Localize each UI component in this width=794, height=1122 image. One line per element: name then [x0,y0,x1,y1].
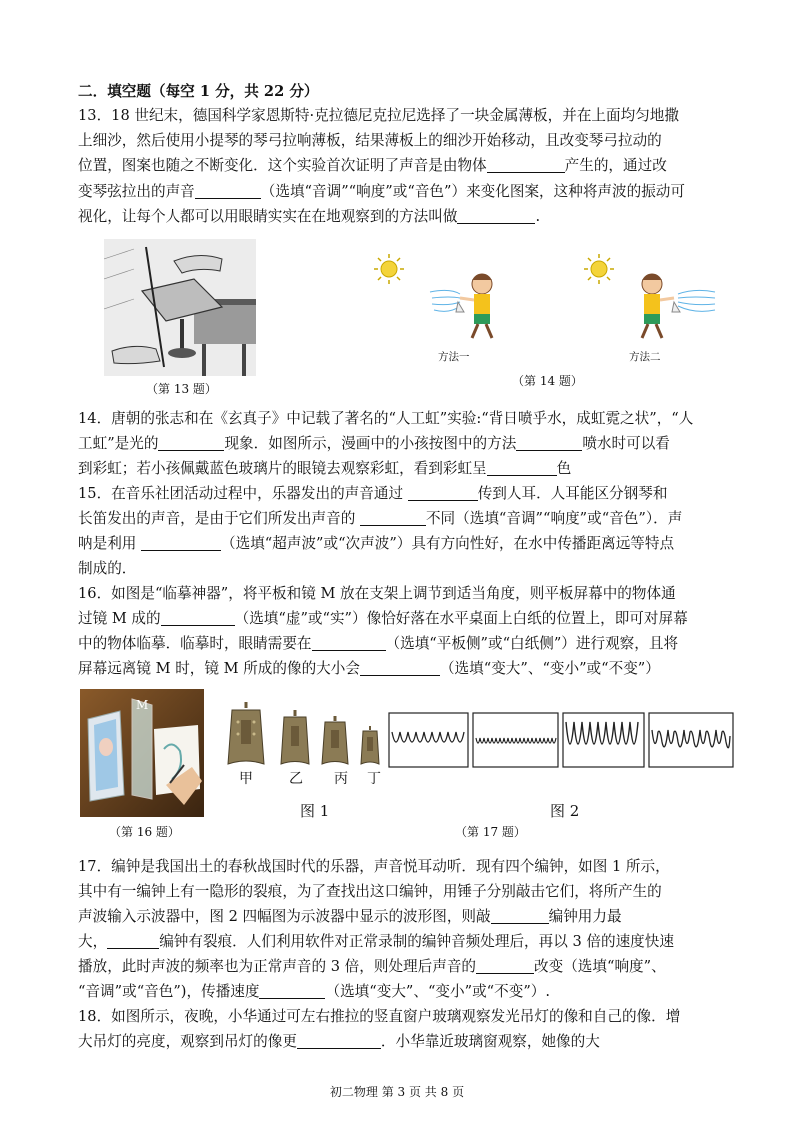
answer-blank[interactable] [491,908,549,924]
q16-line3 [78,632,678,653]
q15-text: 长笛发出的声音，是由于它们所发出声音的 [78,510,360,527]
q16-line4 [78,657,660,678]
answer-blank[interactable] [161,610,235,626]
bianzhong-bells [226,700,386,766]
bell-jia [228,702,264,764]
answer-blank[interactable] [360,510,426,526]
q17-text: （选填“变大”、“变小”或“不变”）. [325,983,551,1000]
page-footer: 初二物理 第 3 页 共 8 页 [329,1085,465,1099]
q17-text: 改变（选填“响度”、 [534,958,666,975]
q13-line5 [78,205,540,226]
answer-blank[interactable] [312,635,386,651]
rainbow-spray-illustration [360,252,730,367]
q18-text: 大吊灯的亮度，观察到吊灯的像更 [78,1033,297,1050]
bell-label-ding: 丁 [367,771,381,787]
method1-label: 方法一 [438,351,470,363]
q15-text: 不同（选填“音调”“响度”或“音色”）．声 [425,510,683,527]
q16-text: 屏幕远离镜 M 时，镜 M 所成的像的大小会 [78,660,360,677]
q17-text: 编钟用力最 [548,908,622,925]
q17-line6 [78,980,550,1001]
answer-blank[interactable] [487,460,557,476]
q14-text: 色 [556,460,572,477]
q16-line1: 16．如图是“临摹神器”，将平板和镜 M 放在支架上调节到适当角度，则平板屏幕中的物体通 [78,585,676,602]
mirror-m-label: M [136,698,149,712]
q13-text: （选填“音调”“响度”或“音色”）来变化图案，这种将声波的振动可 [260,183,685,200]
q13-line4 [78,180,685,201]
answer-blank[interactable] [158,435,224,451]
q13-text: 变琴弦拉出的声音 [78,183,195,200]
q14-line2 [78,432,670,453]
q18-text: ．小华靠近玻璃窗观察，她像的大 [380,1033,600,1050]
q16-text: （选填“变大”、“变小”或“不变”） [439,660,660,677]
answer-blank[interactable] [360,660,440,676]
q13-text: 视化，让每个人都可以用眼睛实实在在地观察到的方法叫做 [78,208,458,225]
waveform-panel-1 [389,713,468,767]
q13-text: 产生的，通过改 [564,157,667,174]
q15-line3 [78,532,674,553]
answer-blank[interactable] [107,933,159,949]
section-title: 二．填空题（每空 1 分，共 22 分） [78,83,319,100]
q15-text: 呐是利用 [78,535,142,552]
q16-line2 [78,607,688,628]
q14-line3 [78,457,571,478]
sun-icon [374,254,404,284]
q15-text: 传到人耳．人耳能区分钢琴和 [477,485,668,502]
q15-line4: 制成的． [78,560,137,577]
q16-text: 中的物体临摹．临摹时，眼睛需要在 [78,635,312,652]
q17-text: “音调”或“音色”)，传播速度 [78,983,260,1000]
q18-line2 [78,1030,600,1051]
q13-line3 [78,154,667,175]
bell-label-bing: 丙 [334,771,348,787]
bell-bing [322,716,348,764]
q17-text: 大， [78,933,108,950]
q14-line1: 14．唐朝的张志和在《玄真子》中记载了著名的“人工虹”实验:“背日喷乎水，成虹霓之状”，“人 [78,410,694,427]
answer-blank[interactable] [259,983,325,999]
q16-text: （选填“平板侧”或“白纸侧”）进行观察，且将 [385,635,679,652]
chladni-plate-illustration [104,239,256,376]
fig14-caption: （第 14 题） [512,374,583,388]
answer-blank[interactable] [408,485,478,501]
answer-blank[interactable] [457,208,535,224]
fig13-caption: （第 13 题） [146,382,217,396]
fig1-label: 图 1 [300,802,330,820]
fig2-label: 图 2 [550,802,580,820]
method2-label: 方法二 [629,351,661,363]
fig17-caption: （第 17 题） [455,825,526,839]
waveform-panel-2 [473,713,558,767]
bell-label-yi: 乙 [289,771,303,787]
q15-text: （选填“超声波”或“次声波”）具有方向性好，在水中传播距离远等特点 [221,535,675,552]
q17-text: 播放，此时声波的频率也为正常声音的 3 倍，则处理后声音的 [78,958,477,975]
q17-text: 编钟有裂痕．人们利用软件对正常录制的编钟音频处理后，再以 3 倍的速度快速 [159,933,674,950]
answer-blank[interactable] [141,535,221,551]
q17-line4 [78,930,674,951]
sun-icon [584,254,614,284]
spray-lines [678,290,715,311]
q13-line2: 上细沙，然后使用小提琴的琴弓拉响薄板，结果薄板上的细沙开始移动，且改变琴弓拉动的 [78,132,662,149]
q18-line1: 18．如图所示，夜晚，小华通过可左右推拉的竖直窗户玻璃观察发光吊灯的像和自己的像．增 [78,1008,681,1025]
q14-text: 现象．如图所示，漫画中的小孩按图中的方法 [224,435,517,452]
spray-lines [430,290,460,311]
bell-yi [281,710,309,764]
q15-line2 [78,507,682,528]
q13-text: . [535,208,541,225]
q17-line3 [78,905,622,926]
answer-blank[interactable] [487,157,565,173]
q16-text: （选填“虚”或“实”）像恰好落在水平桌面上白纸的位置上，即可对屏幕 [234,610,688,627]
waveform-panel-3 [563,713,644,767]
q14-text: 到彩虹；若小孩佩戴蓝色玻璃片的眼镜去观察彩虹，看到彩虹呈 [78,460,487,477]
q17-line1: 17．编钟是我国出土的春秋战国时代的乐器，声音悦耳动听．现有四个编钟，如图 1 所示， [78,858,670,875]
q17-line2: 其中有一编钟上有一隐形的裂痕，为了查找出这口编钟，用锤子分别敲击它们，将所产生的 [78,883,662,900]
waveform-panel-4 [649,713,733,767]
q15-line1 [78,482,667,503]
q17-line5 [78,955,666,976]
answer-blank[interactable] [516,435,582,451]
fig16-caption: （第 16 题） [109,825,180,839]
answer-blank[interactable] [195,183,261,199]
q16-text: 过镜 M 成的 [78,610,161,627]
q15-text: 15．在音乐社团活动过程中，乐器发出的声音通过 [78,485,408,502]
bell-label-jia: 甲 [239,771,253,787]
answer-blank[interactable] [476,958,534,974]
answer-blank[interactable] [297,1033,381,1049]
boy-figure [456,274,492,338]
boy-figure [642,274,680,338]
q17-text: 声波输入示波器中，图 2 四幅图为示波器中显示的波形图，则敲 [78,908,491,925]
q14-text: 工虹”是光的 [78,435,159,452]
bell-ding [361,726,379,764]
q13-text: 位置，图案也随之不断变化．这个实验首次证明了声音是由物体 [78,157,487,174]
oscilloscope-waveforms [388,712,734,768]
q13-line1: 13．18 世纪末，德国科学家恩斯特·克拉德尼克拉尼选择了一块金属薄板，并在上面均匀地撒 [78,107,679,124]
q14-text: 喷水时可以看 [582,435,670,452]
